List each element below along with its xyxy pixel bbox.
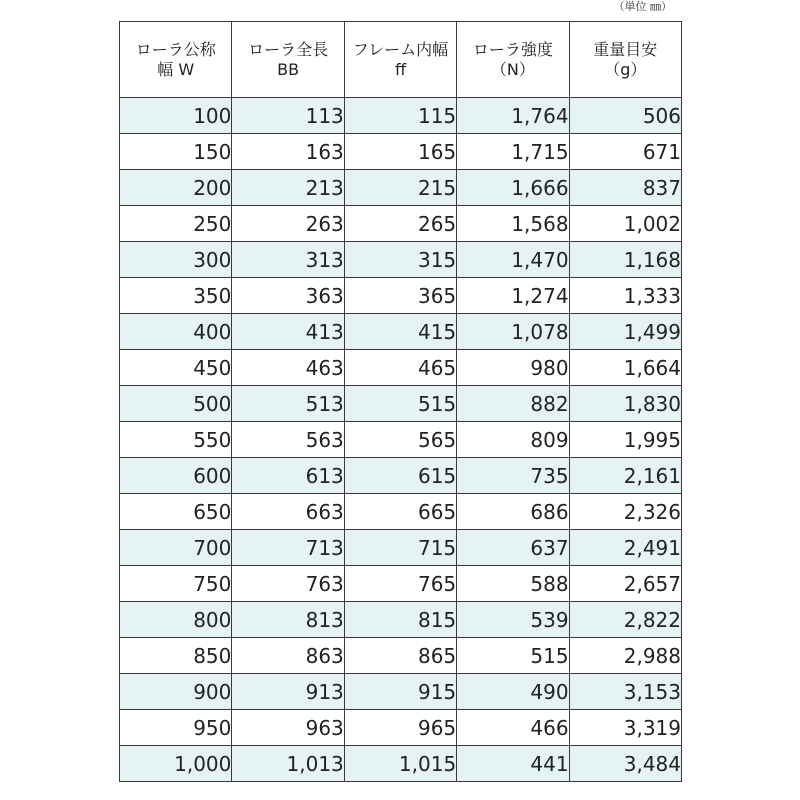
- table-cell: 1,000: [120, 746, 232, 782]
- table-cell: 765: [344, 566, 456, 602]
- table-cell: 350: [120, 278, 232, 314]
- table-cell: 809: [457, 422, 569, 458]
- table-cell: 500: [120, 386, 232, 422]
- table-cell: 1,078: [457, 314, 569, 350]
- table-cell: 250: [120, 206, 232, 242]
- table-cell: 686: [457, 494, 569, 530]
- table-cell: 1,995: [569, 422, 681, 458]
- table-row: [120, 170, 682, 206]
- header-sublabel: （g）: [604, 59, 647, 79]
- header-label: ローラ公称: [135, 39, 216, 59]
- table-cell: 513: [232, 386, 344, 422]
- header-roller-strength: [457, 22, 569, 98]
- table-row: [120, 134, 682, 170]
- table-cell: 588: [457, 566, 569, 602]
- table-cell: 215: [344, 170, 456, 206]
- table-cell: 165: [344, 134, 456, 170]
- table-cell: 450: [120, 350, 232, 386]
- header-sublabel: 幅 W: [157, 59, 195, 79]
- table-cell: 539: [457, 602, 569, 638]
- table-cell: 441: [457, 746, 569, 782]
- table-cell: 700: [120, 530, 232, 566]
- unit-note: （単位 ㎜）: [613, 0, 672, 13]
- header-label: 重量目安: [593, 39, 658, 59]
- table-cell: 313: [232, 242, 344, 278]
- table-cell: 2,988: [569, 638, 681, 674]
- table-cell: 950: [120, 710, 232, 746]
- table-cell: 163: [232, 134, 344, 170]
- table-cell: 665: [344, 494, 456, 530]
- header-row: [120, 22, 682, 98]
- table-row: [120, 602, 682, 638]
- table-cell: 1,568: [457, 206, 569, 242]
- table-cell: 882: [457, 386, 569, 422]
- table-cell: 515: [457, 638, 569, 674]
- table-cell: 2,822: [569, 602, 681, 638]
- table-cell: 865: [344, 638, 456, 674]
- header-weight-estimate: [569, 22, 681, 98]
- header-label: ローラ強度: [472, 39, 553, 59]
- table-cell: 735: [457, 458, 569, 494]
- table-cell: 1,666: [457, 170, 569, 206]
- header-sublabel: ff: [394, 59, 406, 79]
- table-row: [120, 314, 682, 350]
- table-cell: 3,319: [569, 710, 681, 746]
- table-cell: 850: [120, 638, 232, 674]
- table-cell: 363: [232, 278, 344, 314]
- table-row: [120, 674, 682, 710]
- table-cell: 813: [232, 602, 344, 638]
- table-cell: 2,657: [569, 566, 681, 602]
- header-sublabel: （N）: [490, 59, 535, 79]
- table-cell: 965: [344, 710, 456, 746]
- table-cell: 1,168: [569, 242, 681, 278]
- table-cell: 315: [344, 242, 456, 278]
- table-row: [120, 350, 682, 386]
- table-cell: 490: [457, 674, 569, 710]
- table-cell: 615: [344, 458, 456, 494]
- table-cell: 613: [232, 458, 344, 494]
- table-row: [120, 458, 682, 494]
- table-cell: 837: [569, 170, 681, 206]
- table-cell: 466: [457, 710, 569, 746]
- table-cell: 1,715: [457, 134, 569, 170]
- table-cell: 963: [232, 710, 344, 746]
- table-cell: 815: [344, 602, 456, 638]
- table-row: [120, 278, 682, 314]
- table-cell: 913: [232, 674, 344, 710]
- table-cell: 1,764: [457, 98, 569, 134]
- table-cell: 100: [120, 98, 232, 134]
- table-cell: 3,484: [569, 746, 681, 782]
- table-cell: 763: [232, 566, 344, 602]
- table-cell: 213: [232, 170, 344, 206]
- table-cell: 671: [569, 134, 681, 170]
- table-cell: 1,470: [457, 242, 569, 278]
- table-cell: 413: [232, 314, 344, 350]
- table-cell: 713: [232, 530, 344, 566]
- table-cell: 900: [120, 674, 232, 710]
- table-cell: 115: [344, 98, 456, 134]
- table-cell: 600: [120, 458, 232, 494]
- table-row: [120, 638, 682, 674]
- table-cell: 550: [120, 422, 232, 458]
- table-cell: 515: [344, 386, 456, 422]
- header-label: フレーム内幅: [352, 39, 449, 59]
- table-row: [120, 494, 682, 530]
- table-cell: 200: [120, 170, 232, 206]
- header-nominal-width: [120, 22, 232, 98]
- table-cell: 263: [232, 206, 344, 242]
- table-cell: 2,161: [569, 458, 681, 494]
- table-cell: 365: [344, 278, 456, 314]
- table-row: [120, 98, 682, 134]
- table-cell: 113: [232, 98, 344, 134]
- table-cell: 1,015: [344, 746, 456, 782]
- table-cell: 1,499: [569, 314, 681, 350]
- table-cell: 565: [344, 422, 456, 458]
- table-cell: 463: [232, 350, 344, 386]
- table-cell: 915: [344, 674, 456, 710]
- table-cell: 1,333: [569, 278, 681, 314]
- header-label: ローラ全長: [248, 39, 329, 59]
- table-cell: 1,274: [457, 278, 569, 314]
- table-cell: 1,013: [232, 746, 344, 782]
- table-cell: 2,326: [569, 494, 681, 530]
- header-total-length: [232, 22, 344, 98]
- table-row: [120, 242, 682, 278]
- table-cell: 750: [120, 566, 232, 602]
- table-cell: 400: [120, 314, 232, 350]
- table-cell: 663: [232, 494, 344, 530]
- table-row: [120, 530, 682, 566]
- table-cell: 1,664: [569, 350, 681, 386]
- table-cell: 800: [120, 602, 232, 638]
- table-body: [120, 98, 682, 782]
- table-cell: 2,491: [569, 530, 681, 566]
- table-row: [120, 422, 682, 458]
- header-frame-inner-width: [344, 22, 456, 98]
- table-cell: 465: [344, 350, 456, 386]
- table-row: [120, 386, 682, 422]
- table-row: [120, 206, 682, 242]
- table-cell: 980: [457, 350, 569, 386]
- table-cell: 265: [344, 206, 456, 242]
- table-cell: 863: [232, 638, 344, 674]
- table-cell: 300: [120, 242, 232, 278]
- table-row: [120, 566, 682, 602]
- header-sublabel: BB: [277, 59, 300, 79]
- table-cell: 637: [457, 530, 569, 566]
- table-cell: 650: [120, 494, 232, 530]
- table-cell: 1,830: [569, 386, 681, 422]
- table-cell: 3,153: [569, 674, 681, 710]
- table-cell: 1,002: [569, 206, 681, 242]
- table-cell: 715: [344, 530, 456, 566]
- table-cell: 506: [569, 98, 681, 134]
- table-cell: 415: [344, 314, 456, 350]
- table-cell: 150: [120, 134, 232, 170]
- table-row: [120, 746, 682, 782]
- table-cell: 563: [232, 422, 344, 458]
- roller-spec-table: [119, 21, 682, 782]
- table-row: [120, 710, 682, 746]
